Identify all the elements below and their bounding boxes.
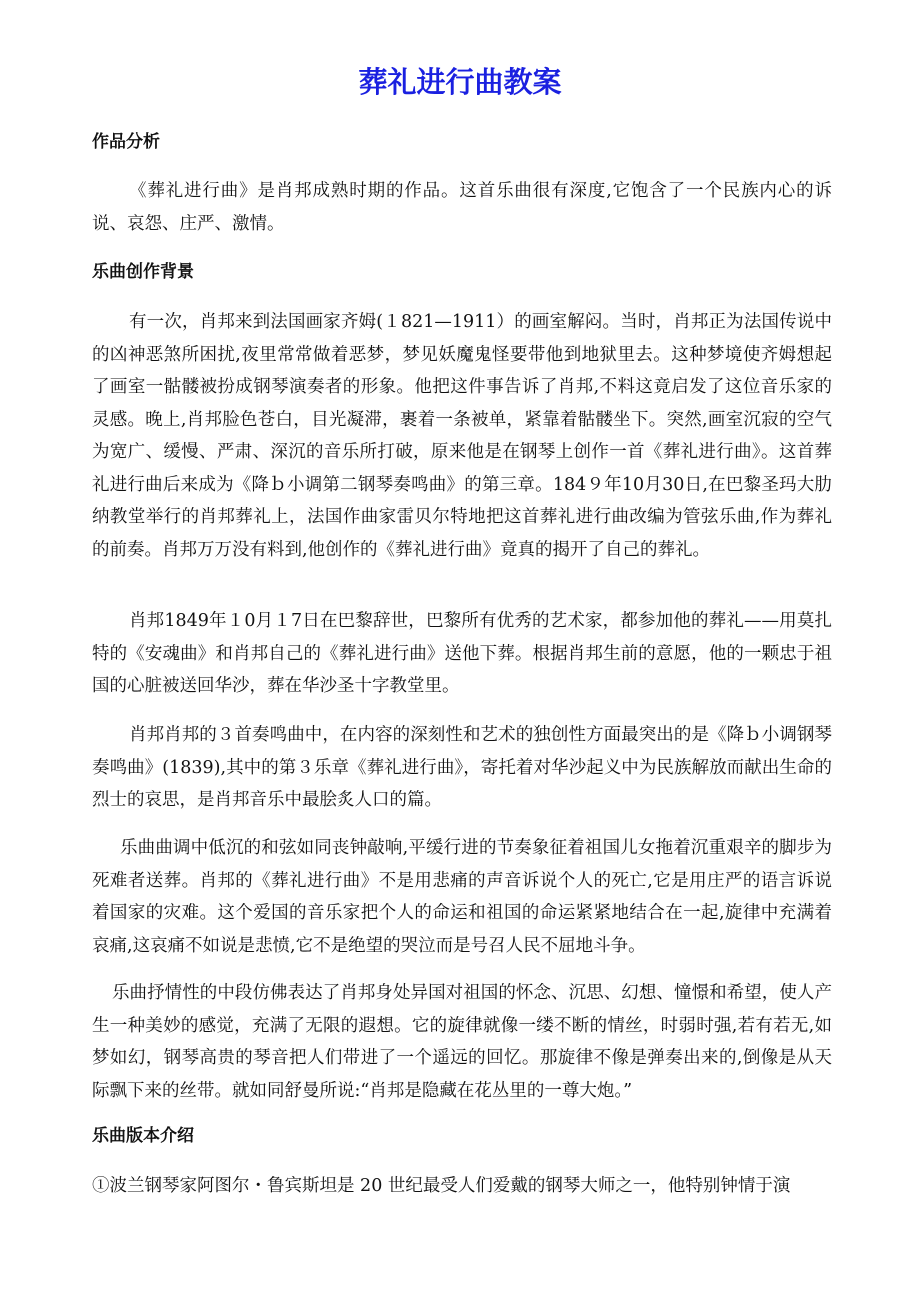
section-heading-background: 乐曲创作背景 [92, 262, 194, 282]
paragraph-background-4: 乐曲曲调中低沉的和弦如同丧钟敲响,平缓行进的节奏象征着祖国儿女拖着沉重艰辛的脚步为死难者送葬。肖邦的《葬礼进行曲》不是用悲痛的声音诉说个人的死亡,它是用庄严的语言诉说着国家的灾难。这个爱国的音乐家把个人的命运和祖国的命运紧紧地结合在一起,旋律中充满着哀痛,这哀痛不如说是悲愤,它不是绝望的哭泣而是号召人民不屈地斗争。 [92, 838, 832, 956]
paragraph-background-3: 肖邦肖邦的３首奏鸣曲中，在内容的深刻性和艺术的独创性方面最突出的是《降ｂ小调钢琴奏鸣曲》(1839),其中的第３乐章《葬礼进行曲》，寄托着对华沙起义中为民族解放而献出生命的烈士的哀思，是肖邦音乐中最脍炙人口的篇。 [92, 725, 832, 810]
document-title: 葬礼进行曲教案 [358, 65, 562, 99]
section-heading-versions: 乐曲版本介绍 [92, 1126, 194, 1146]
list-item-version-1: ①波兰钢琴家阿图尔・鲁宾斯坦是 20 世纪最受人们爱戴的钢琴大师之一，他特别钟情于演 [92, 1176, 791, 1196]
paragraph-background-2: 肖邦1849年１0月１7日在巴黎辞世，巴黎所有优秀的艺术家，都参加他的葬礼——用莫扎特的《安魂曲》和肖邦自己的《葬礼进行曲》送他下葬。根据肖邦生前的意愿，他的一颗忠于祖国的心脏被送回华沙，葬在华沙圣十字教堂里。 [92, 611, 832, 696]
paragraph-background-1: 有一次，肖邦来到法国画家齐姆(１821—1911）的画室解闷。当时，肖邦正为法国传说中的凶神恶煞所困扰,夜里常常做着恶梦，梦见妖魔鬼怪要带他到地狱里去。这种梦境使齐姆想起了画室一骷髅被扮成钢琴演奏者的形象。他把这件事告诉了肖邦,不料这竟启发了这位音乐家的灵感。晚上,肖邦脸色苍白，目光凝滞，裹着一条被单，紧靠着骷髅坐下。突然,画室沉寂的空气为宽广、缓慢、严肃、深沉的音乐所打破，原来他是在钢琴上创作一首《葬礼进行曲》。这首葬礼进行曲后来成为《降ｂ小调第二钢琴奏鸣曲》的第三章。184９年10月30日,在巴黎圣玛大肋纳教堂举行的肖邦葬礼上，法国作曲家雷贝尔特地把这首葬礼进行曲改编为管弦乐曲,作为葬礼的前奏。肖邦万万没有料到,他创作的《葬礼进行曲》竟真的揭开了自己的葬礼。 [92, 312, 832, 560]
paragraph-background-5: 乐曲抒情性的中段仿佛表达了肖邦身处异国对祖国的怀念、沉思、幻想、憧憬和希望，使人产生一种美妙的感觉，充满了无限的遐想。它的旋律就像一缕不断的情丝，时弱时强,若有若无,如梦如幻，钢琴高贵的琴音把人们带进了一个遥远的回忆。那旋律不像是弹奏出来的,倒像是从天际飘下来的丝带。就如同舒曼所说:“肖邦是隐藏在花丛里的一尊大炮。” [92, 983, 832, 1101]
section-heading-analysis: 作品分析 [92, 132, 160, 152]
paragraph-analysis: 《葬礼进行曲》是肖邦成熟时期的作品。这首乐曲很有深度,它饱含了一个民族内心的诉说、哀怨、庄严、激情。 [92, 181, 832, 234]
